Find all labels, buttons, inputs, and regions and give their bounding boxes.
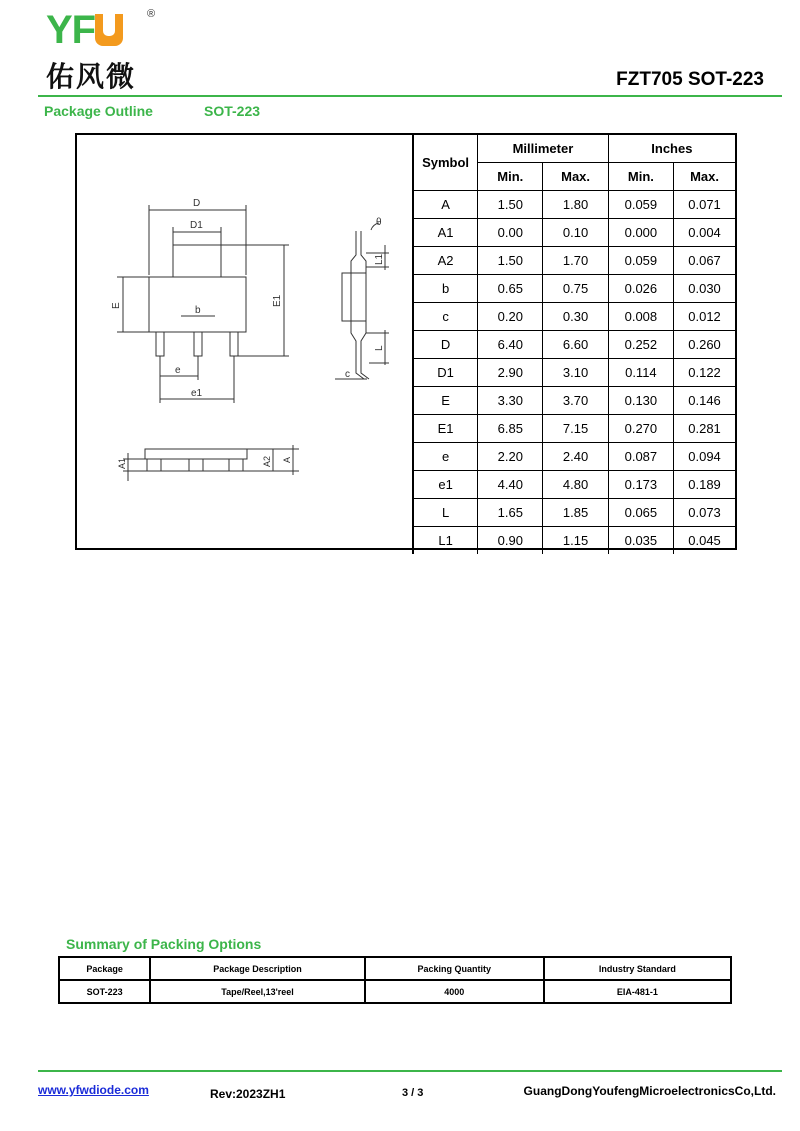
dim-label-b: b [195,305,201,316]
cell-industry-standard: EIA-481-1 [544,980,731,1003]
company-name: GuangDongYoufengMicroelectronicsCo,Ltd. [523,1084,776,1098]
cell-in-max: 0.122 [674,359,735,387]
table-row [413,415,735,443]
header-divider [38,95,782,97]
dim-label-c: c [345,369,350,380]
dim-label-A1: A1 [117,457,127,469]
page-number: 3 / 3 [402,1087,424,1099]
dim-label-A: A [282,456,292,463]
dim-label-D: D [193,198,201,209]
cell-in-min: 0.065 [608,499,673,527]
dim-label-e: e [175,365,181,376]
cell-mm-max: 3.70 [543,387,608,415]
cell-in-min: 0.059 [608,191,673,219]
dim-label-E1: E1 [272,294,283,307]
cell-mm-min: 4.40 [478,471,543,499]
cell-mm-max: 0.30 [543,303,608,331]
company-logo [46,10,123,50]
cell-in-max: 0.012 [674,303,735,331]
cell-in-max: 0.071 [674,191,735,219]
cell-symbol: c [413,303,478,331]
cell-in-max: 0.146 [674,387,735,415]
cell-symbol: b [413,275,478,303]
table-row [413,303,735,331]
cell-in-min: 0.252 [608,331,673,359]
dim-label-D1: D1 [190,220,203,231]
cell-package-description: Tape/Reel,13'reel [150,980,365,1003]
dim-label-e1: e1 [191,388,203,399]
table-row [413,247,735,275]
cell-mm-max: 6.60 [543,331,608,359]
cell-in-max: 0.094 [674,443,735,471]
cell-in-min: 0.130 [608,387,673,415]
package-outline-box [75,133,737,550]
dim-label-E: E [111,302,122,309]
table-row [413,331,735,359]
cell-mm-min: 2.90 [478,359,543,387]
cell-in-min: 0.173 [608,471,673,499]
cell-symbol: E [413,387,478,415]
header-industry-standard: Industry Standard [544,957,731,980]
cell-mm-max: 1.70 [543,247,608,275]
cell-in-max: 0.281 [674,415,735,443]
cell-mm-max: 1.15 [543,527,608,555]
cell-mm-min: 1.50 [478,191,543,219]
cell-in-max: 0.073 [674,499,735,527]
logo-text: YF [46,8,96,52]
cell-in-max: 0.260 [674,331,735,359]
logo-chinese-name: 佑风微 [46,60,137,93]
header-in-max: Max. [674,163,735,191]
cell-symbol: D [413,331,478,359]
table-row [413,499,735,527]
header-mm-max: Max. [543,163,608,191]
cell-mm-min: 1.50 [478,247,543,275]
cell-in-min: 0.000 [608,219,673,247]
cell-in-min: 0.035 [608,527,673,555]
table-row [413,387,735,415]
header-in-min: Min. [608,163,673,191]
logo-u-mark [95,14,123,46]
cell-symbol: A2 [413,247,478,275]
cell-symbol: A1 [413,219,478,247]
dimensions-table [412,135,735,554]
header-mm-min: Min. [478,163,543,191]
package-outline-type: SOT-223 [204,103,261,119]
cell-symbol: L1 [413,527,478,555]
revision-text: Rev:2023ZH1 [210,1087,286,1101]
cell-mm-max: 0.10 [543,219,608,247]
cell-in-min: 0.026 [608,275,673,303]
cell-mm-max: 0.75 [543,275,608,303]
cell-in-min: 0.008 [608,303,673,331]
cell-symbol: A [413,191,478,219]
cell-in-min: 0.114 [608,359,673,387]
registered-mark: ® [147,8,156,20]
table-row [413,191,735,219]
package-outline-label: Package Outline [44,103,153,119]
cell-mm-max: 4.80 [543,471,608,499]
cell-mm-min: 0.20 [478,303,543,331]
dim-label-A2: A2 [262,455,272,467]
table-row [59,980,731,1003]
table-row [413,527,735,555]
cell-in-max: 0.189 [674,471,735,499]
cell-packing-quantity: 4000 [365,980,544,1003]
cell-mm-max: 1.80 [543,191,608,219]
cell-symbol: e [413,443,478,471]
package-drawing [77,135,412,548]
table-row [413,275,735,303]
cell-in-max: 0.030 [674,275,735,303]
document-title: FZT705 SOT-223 [616,69,764,90]
cell-mm-max: 2.40 [543,443,608,471]
cell-mm-min: 1.65 [478,499,543,527]
cell-mm-min: 3.30 [478,387,543,415]
table-row [413,443,735,471]
header-inches: Inches [608,135,735,163]
cell-mm-max: 7.15 [543,415,608,443]
cell-mm-min: 0.65 [478,275,543,303]
cell-symbol: E1 [413,415,478,443]
cell-mm-min: 0.90 [478,527,543,555]
header-package-description: Package Description [150,957,365,980]
table-row [413,471,735,499]
cell-in-min: 0.270 [608,415,673,443]
dim-label-theta: θ [376,217,382,228]
header-package: Package [59,957,150,980]
cell-in-max: 0.067 [674,247,735,275]
header-packing-quantity: Packing Quantity [365,957,544,980]
cell-symbol: D1 [413,359,478,387]
cell-mm-max: 3.10 [543,359,608,387]
cell-in-max: 0.045 [674,527,735,555]
header-symbol: Symbol [413,135,478,191]
dim-label-L1: L1 [374,253,385,265]
cell-mm-min: 0.00 [478,219,543,247]
cell-in-max: 0.004 [674,219,735,247]
packing-options-table [58,956,732,1004]
cell-in-min: 0.087 [608,443,673,471]
cell-mm-min: 6.40 [478,331,543,359]
cell-mm-min: 2.20 [478,443,543,471]
cell-in-min: 0.059 [608,247,673,275]
table-row [413,359,735,387]
header-millimeter: Millimeter [478,135,609,163]
cell-symbol: e1 [413,471,478,499]
cell-mm-max: 1.85 [543,499,608,527]
footer-divider [38,1070,782,1072]
website-link[interactable]: www.yfwdiode.com [38,1083,149,1097]
packing-options-title: Summary of Packing Options [66,936,262,952]
cell-symbol: L [413,499,478,527]
table-row [413,219,735,247]
cell-mm-min: 6.85 [478,415,543,443]
cell-package: SOT-223 [59,980,150,1003]
dim-label-L: L [374,345,385,351]
table-header-row [59,957,731,980]
